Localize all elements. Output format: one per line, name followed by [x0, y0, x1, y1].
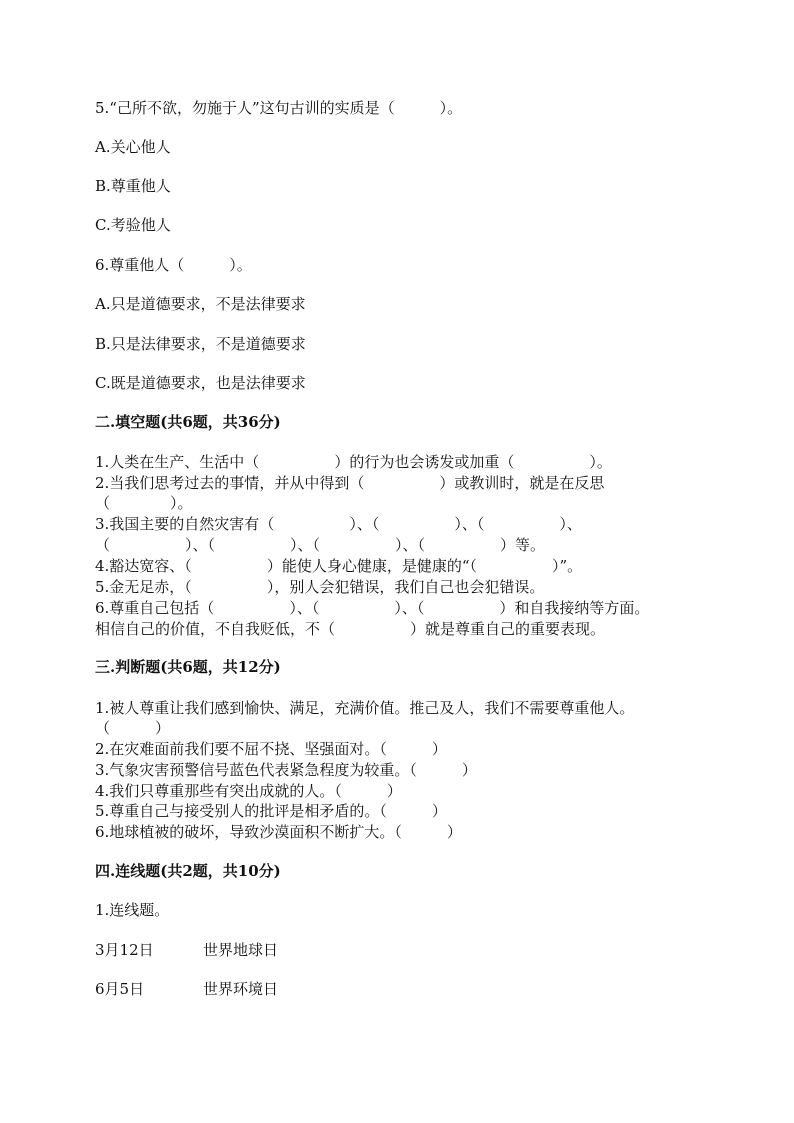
question-5-option-b: B.尊重他人 — [95, 177, 171, 195]
question-5-option-a: A.关心他人 — [95, 138, 171, 156]
question-5-option-c: C.考验他人 — [95, 216, 171, 234]
matching-right-item: 世界地球日 — [203, 941, 279, 959]
fill-blank-line-5: （ ）、（ ）、（ ）、（ ）等。 — [95, 536, 546, 554]
fill-blank-line-6: 4.豁达宽容、（ ）能使人身心健康，是健康的“（ ）”。 — [95, 557, 583, 575]
matching-left-item: 6月5日 — [95, 980, 145, 998]
fill-blank-line-4: 3.我国主要的自然灾害有（ ）、（ ）、（ ）、 — [95, 515, 582, 533]
question-6-option-a: A.只是道德要求，不是法律要求 — [95, 295, 306, 313]
fill-blank-line-2: 2.当我们思考过去的事情，并从中得到（ ）或教训时，就是在反思 — [95, 474, 605, 492]
fill-blank-heading: 二.填空题(共6题，共36分) — [95, 413, 281, 431]
question-6-option-c: C.既是道德要求，也是法律要求 — [95, 374, 306, 392]
matching-heading: 四.连线题(共2题，共10分) — [95, 862, 281, 880]
true-false-heading: 三.判断题(共6题，共12分) — [95, 658, 281, 676]
question-5-stem: 5.“己所不欲，勿施于人”这句古训的实质是（ ）。 — [95, 99, 463, 117]
true-false-line-2: （ ） — [95, 719, 171, 737]
true-false-line-4: 3.气象灾害预警信号蓝色代表紧急程度为较重。（ ） — [95, 761, 477, 779]
fill-blank-line-9: 相信自己的价值，不自我贬低，不（ ）就是尊重自己的重要表现。 — [95, 620, 606, 638]
true-false-line-3: 2.在灾难面前我们要不屈不挠、坚强面对。（ ） — [95, 740, 447, 758]
fill-blank-line-3: （ ）。 — [95, 494, 193, 512]
fill-blank-line-7: 5.金无足赤，（ ），别人会犯错误，我们自己也会犯错误。 — [95, 578, 545, 596]
fill-blank-line-1: 1.人类在生产、生活中（ ）的行为也会诱发或加重（ ）。 — [95, 453, 612, 471]
true-false-line-6: 5.尊重自己与接受别人的批评是相矛盾的。（ ） — [95, 802, 447, 820]
true-false-line-1: 1.被人尊重让我们感到愉快、满足，充满价值。推己及人，我们不需要尊重他人。 — [95, 699, 635, 717]
matching-left-item: 3月12日 — [95, 941, 154, 959]
true-false-line-5: 4.我们只尊重那些有突出成就的人。（ ） — [95, 782, 402, 800]
question-6-option-b: B.只是法律要求，不是道德要求 — [95, 335, 306, 353]
question-6-stem: 6.尊重他人（ ）。 — [95, 256, 252, 274]
true-false-line-7: 6.地球植被的破坏，导致沙漠面积不断扩大。（ ） — [95, 823, 462, 841]
matching-question-1-stem: 1.连线题。 — [95, 901, 170, 919]
matching-right-item: 世界环境日 — [203, 980, 279, 998]
fill-blank-line-8: 6.尊重自己包括（ ）、（ ）、（ ）和自我接纳等方面。 — [95, 599, 650, 617]
